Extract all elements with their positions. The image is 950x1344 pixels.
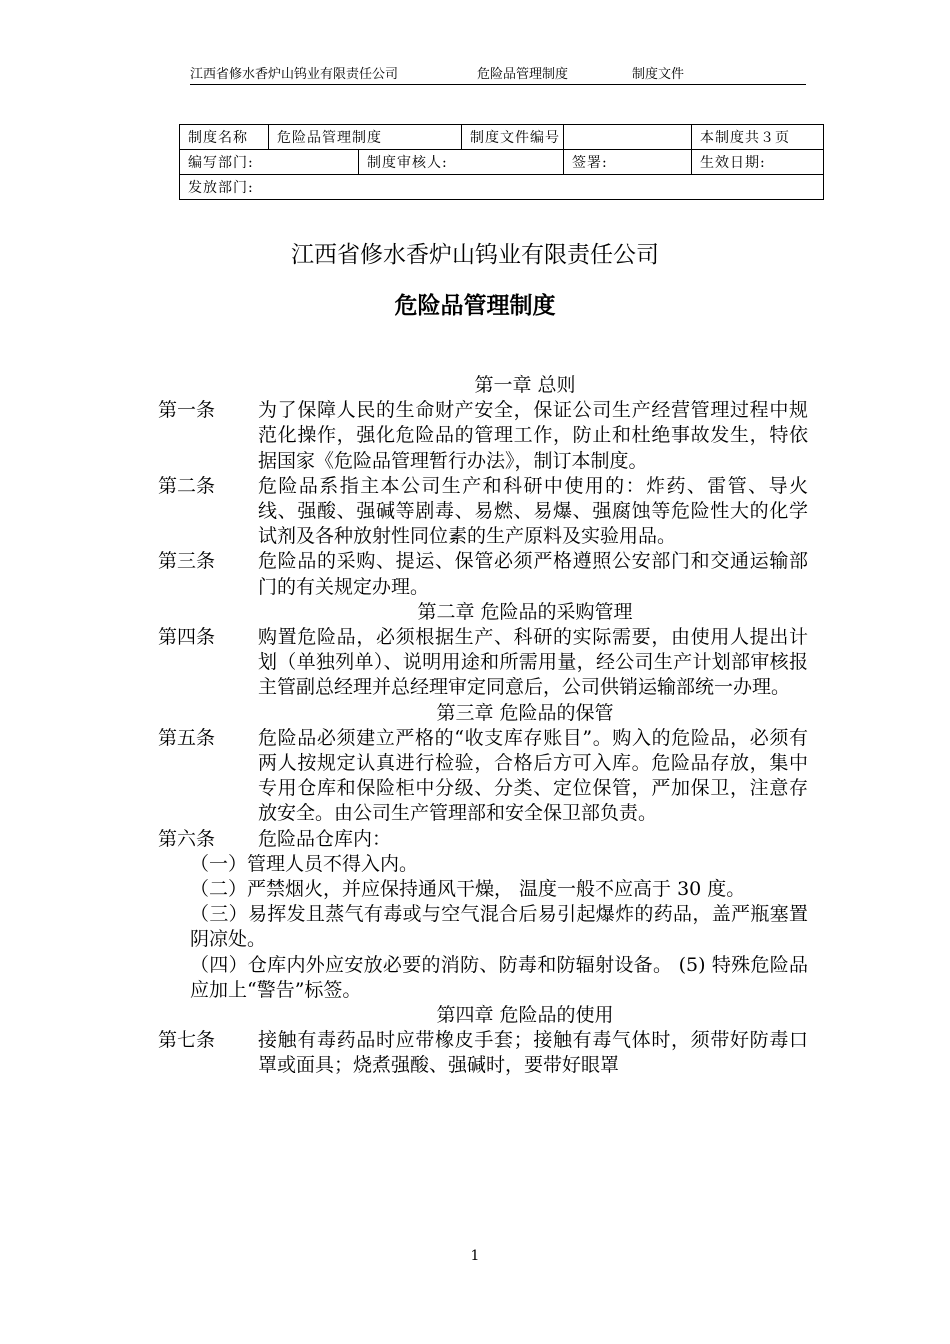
page-number: 1 [470, 1248, 480, 1264]
meta-table [179, 124, 824, 200]
chapter-heading: 第四章 危险品的使用 [436, 1004, 614, 1027]
article [158, 1028, 808, 1078]
article-text: 危险品必须建立严格的“收支库存账目”。购入的危险品，必须有两人按规定认真进行检验，合格后方可入库。危险品存放，集中专用仓库和保险柜中分级、分类、定位保管，严加保卫，注意存放安全。由公司生产管理部和安全保卫部负责。 [258, 726, 808, 825]
header-doc-type: 制度文件 [632, 67, 685, 82]
article [158, 726, 808, 827]
list-item: （一）管理人员不得入内。 [190, 852, 419, 875]
meta-row [180, 150, 824, 175]
doc-name-value: 危险品管理制度 [269, 125, 462, 150]
article-number: 第七条 [158, 1029, 216, 1052]
meta-row [180, 125, 824, 150]
article-number: 第五条 [158, 726, 216, 749]
article-text: 危险品的采购、提运、保管必须严格遵照公安部门和交通运输部门的有关规定办理。 [258, 550, 808, 598]
sign-label: 签署: [564, 150, 692, 175]
article-number: 第四条 [158, 626, 216, 649]
list-item: （三）易挥发且蒸气有毒或与空气混合后易引起爆炸的药品，盖严瓶塞置阴凉处。 [190, 903, 808, 951]
article-number: 第六条 [158, 827, 216, 850]
page-count: 本制度共３页 [692, 125, 824, 150]
article-number: 第一条 [158, 399, 216, 422]
effective-date-label: 生效日期: [692, 150, 824, 175]
article-text: 危险品系指主本公司生产和科研中使用的：炸药、雷管、导火线、强酸、强碱等剧毒、易燃、易爆、强腐蚀等危险性大的化学试剂及各种放射性同位素的生产原料及实验用品。 [258, 474, 808, 548]
article-number: 第二条 [158, 474, 216, 497]
reviewer-label: 制度审核人: [359, 150, 564, 175]
article [158, 827, 808, 852]
dept-label: 编写部门: [180, 150, 359, 175]
doc-number-value [564, 125, 692, 150]
article-text: 为了保障人民的生命财产安全，保证公司生产经营管理过程中规范化操作，强化危险品的管理工作，防止和杜绝事故发生，特依据国家《危险品管理暂行办法》，制订本制度。 [258, 399, 808, 472]
article-text: 危险品仓库内： [258, 827, 392, 850]
header-company: 江西省修水香炉山钨业有限责任公司 [190, 67, 399, 82]
header-doc-title: 危险品管理制度 [477, 67, 569, 82]
chapter-heading: 第三章 危险品的保管 [436, 701, 614, 724]
list-item: （二）严禁烟火，并应保持通风干燥， 温度一般不应高于 30 度。 [190, 878, 746, 901]
company-title: 江西省修水香炉山钨业有限责任公司 [291, 242, 659, 268]
article [158, 625, 808, 701]
article-number: 第三条 [158, 550, 216, 573]
issue-dept-label: 发放部门: [180, 175, 824, 200]
meta-row [180, 175, 824, 200]
page-header [190, 66, 806, 85]
document-title: 危险品管理制度 [394, 293, 556, 319]
doc-name-label: 制度名称 [180, 125, 269, 150]
chapter-heading: 第二章 危险品的采购管理 [417, 600, 633, 623]
article [158, 398, 808, 474]
article [158, 549, 808, 599]
document-body [158, 373, 808, 1079]
list-item: （四）仓库内外应安放必要的消防、防毒和防辐射设备。 (5) 特殊危险品应加上“警告”标签。 [190, 953, 808, 1001]
doc-number-label: 制度文件编号 [462, 125, 564, 150]
article-text: 购置危险品，必须根据生产、科研的实际需要，由使用人提出计划（单独列单）、说明用途和所需用量，经公司生产计划部审核报主管副总经理并总经理审定同意后，公司供销运输部统一办理。 [258, 626, 808, 699]
article [158, 474, 808, 550]
article-text: 接触有毒药品时应带橡皮手套；接触有毒气体时，须带好防毒口罩或面具；烧煮强酸、强碱时，要带好眼罩 [258, 1029, 808, 1077]
chapter-heading: 第一章 总则 [474, 374, 576, 396]
